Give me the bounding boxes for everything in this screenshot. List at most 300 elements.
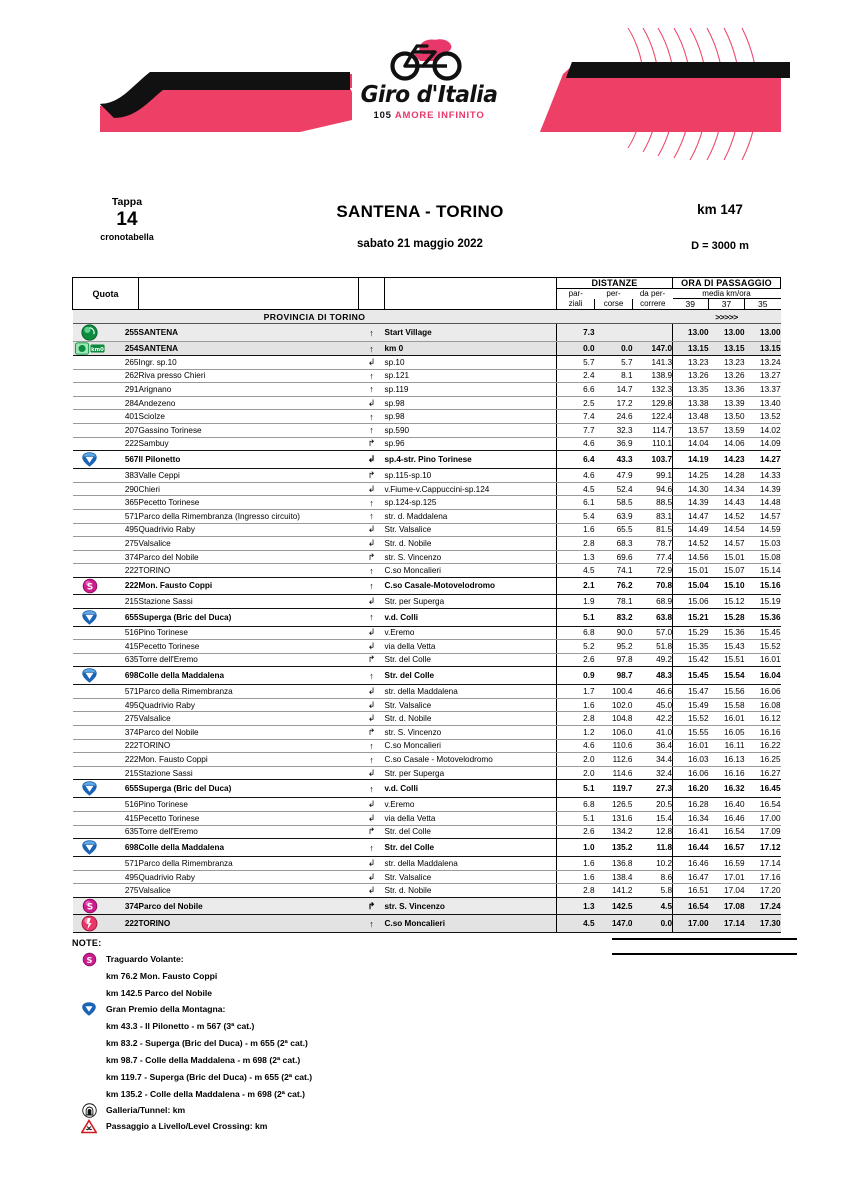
row-dist-percorse: 43.3 xyxy=(595,451,633,469)
row-dist-percorse: 83.2 xyxy=(595,608,633,626)
row-time-39: 16.20 xyxy=(673,780,709,798)
row-dist-da-percorrere: 34.4 xyxy=(633,753,673,767)
tunnel-icon xyxy=(72,1103,106,1118)
row-dist-parziali: 7.7 xyxy=(557,423,595,437)
row-dist-da-percorrere: 99.1 xyxy=(633,469,673,483)
row-time-39: 13.23 xyxy=(673,356,709,370)
row-dist-parziali: 2.8 xyxy=(557,712,595,726)
row-place: Pino Torinese xyxy=(139,798,359,812)
direction-right-icon: ↲ xyxy=(367,686,376,697)
row-icon-cell xyxy=(73,496,107,510)
note-crossing-text: Passaggio a Livello/Level Crossing: km xyxy=(106,1121,268,1131)
row-time-35: 15.19 xyxy=(745,594,781,608)
direction-straight-icon: ↑ xyxy=(369,842,374,853)
row-icon-cell xyxy=(73,753,107,767)
row-icon-cell xyxy=(73,812,107,826)
row-icon-cell xyxy=(73,550,107,564)
row-time-37: 15.58 xyxy=(709,698,745,712)
row-dist-percorse: 74.1 xyxy=(595,564,633,578)
row-time-35: 14.48 xyxy=(745,496,781,510)
row-dist-parziali: 5.7 xyxy=(557,356,595,370)
row-road: str. S. Vincenzo xyxy=(385,726,557,740)
row-time-35: 14.39 xyxy=(745,482,781,496)
row-dist-da-percorrere: 81.5 xyxy=(633,523,673,537)
row-place: Sambuy xyxy=(139,437,359,451)
row-direction xyxy=(359,469,385,483)
row-dist-da-percorrere: 147.0 xyxy=(633,342,673,356)
row-time-39: 15.01 xyxy=(673,564,709,578)
row-dist-parziali: 0.0 xyxy=(557,342,595,356)
row-icon-cell xyxy=(73,685,107,699)
row-dist-parziali: 2.1 xyxy=(557,577,595,594)
row-road: str. S. Vincenzo xyxy=(385,898,557,915)
row-direction xyxy=(359,812,385,826)
row-time-39: 14.52 xyxy=(673,537,709,551)
row-icon-cell xyxy=(73,726,107,740)
row-road: Str. del Colle xyxy=(385,667,557,685)
row-place: Sciolze xyxy=(139,410,359,424)
row-direction xyxy=(359,594,385,608)
table-row xyxy=(73,383,781,397)
row-icon-cell xyxy=(73,509,107,523)
finish-arrival-icon xyxy=(81,915,98,932)
row-road: sp.98 xyxy=(385,396,557,410)
row-dist-percorse: 17.2 xyxy=(595,396,633,410)
row-dist-parziali: 4.5 xyxy=(557,482,595,496)
row-place: Pecetto Torinese xyxy=(139,812,359,826)
row-altitude: 222 xyxy=(107,437,139,451)
direction-right-icon: ↲ xyxy=(367,858,376,869)
header-quota: Quota xyxy=(73,278,139,310)
row-time-37: 14.54 xyxy=(709,523,745,537)
row-road: str. della Maddalena xyxy=(385,685,557,699)
row-time-35: 15.14 xyxy=(745,564,781,578)
row-dist-percorse: 134.2 xyxy=(595,825,633,839)
province-arrows: >>>>> xyxy=(673,310,781,324)
row-direction xyxy=(359,667,385,685)
row-icon-cell xyxy=(73,712,107,726)
header-speed-37: 37 xyxy=(709,299,745,310)
row-dist-parziali: 1.6 xyxy=(557,698,595,712)
row-direction xyxy=(359,324,385,342)
row-icon-cell xyxy=(73,739,107,753)
row-direction xyxy=(359,537,385,551)
row-direction xyxy=(359,825,385,839)
row-icon-cell xyxy=(73,839,107,857)
row-time-37: 13.36 xyxy=(709,383,745,397)
row-dist-percorse: 63.9 xyxy=(595,509,633,523)
row-road: sp.10 xyxy=(385,356,557,370)
notes-section xyxy=(72,938,572,1134)
table-row xyxy=(73,356,781,370)
row-dist-parziali: 5.1 xyxy=(557,608,595,626)
row-altitude: 415 xyxy=(107,640,139,654)
row-time-37: 16.13 xyxy=(709,753,745,767)
direction-straight-icon: ↑ xyxy=(369,612,374,622)
row-altitude: 215 xyxy=(107,766,139,780)
direction-straight-icon: ↑ xyxy=(369,384,374,395)
row-direction xyxy=(359,523,385,537)
direction-straight-icon: ↑ xyxy=(369,327,374,338)
mountain-gpm-icon xyxy=(72,1001,106,1017)
row-place: Torre dell'Eremo xyxy=(139,825,359,839)
row-time-37: 13.26 xyxy=(709,369,745,383)
row-road: Str. del Colle xyxy=(385,653,557,667)
row-time-37: 16.57 xyxy=(709,839,745,857)
row-time-35: 17.12 xyxy=(745,839,781,857)
notes-title: NOTE: xyxy=(72,938,102,948)
row-time-35: 15.08 xyxy=(745,550,781,564)
note-gpm-item-1: km 83.2 - Superga (Bric del Duca) - m 655 (2ª cat.) xyxy=(106,1037,308,1048)
row-icon-cell xyxy=(73,537,107,551)
row-time-37: 15.36 xyxy=(709,626,745,640)
note-tunnel-text: Galleria/Tunnel: km xyxy=(106,1105,186,1115)
table-row xyxy=(73,915,781,933)
note-level-crossing xyxy=(72,1118,572,1134)
direction-straight-icon: ↑ xyxy=(369,918,374,929)
row-dist-parziali: 0.9 xyxy=(557,667,595,685)
row-icon-cell xyxy=(73,469,107,483)
row-direction xyxy=(359,369,385,383)
logo-slogan-text: AMORE INFINITO xyxy=(394,110,485,121)
row-dist-da-percorrere: 129.8 xyxy=(633,396,673,410)
row-dist-percorse: 14.7 xyxy=(595,383,633,397)
row-road: v.d. Colli xyxy=(385,780,557,798)
row-time-35: 16.27 xyxy=(745,766,781,780)
row-place: Mon. Fausto Coppi xyxy=(139,577,359,594)
row-altitude: 698 xyxy=(107,839,139,857)
row-time-39: 13.15 xyxy=(673,342,709,356)
row-dist-percorse: 138.4 xyxy=(595,870,633,884)
direction-straight-icon: ↑ xyxy=(369,497,374,508)
row-place: Colle della Maddalena xyxy=(139,667,359,685)
note-gpm-item-0: km 43.3 - Il Pilonetto - m 567 (3ª cat.) xyxy=(106,1020,255,1031)
header-place-blank xyxy=(139,278,359,310)
row-icon-cell xyxy=(73,437,107,451)
page-title: SANTENA - TORINO xyxy=(336,202,504,221)
row-time-37: 16.40 xyxy=(709,798,745,812)
row-direction xyxy=(359,739,385,753)
row-road: km 0 xyxy=(385,342,557,356)
row-dist-percorse: 106.0 xyxy=(595,726,633,740)
row-altitude: 698 xyxy=(107,667,139,685)
stage-subtitle: cronotabella xyxy=(100,232,154,242)
direction-right-icon: ↲ xyxy=(367,397,376,408)
row-dist-percorse: 5.7 xyxy=(595,356,633,370)
row-dist-parziali: 1.3 xyxy=(557,550,595,564)
row-altitude: 365 xyxy=(107,496,139,510)
row-time-37: 16.16 xyxy=(709,766,745,780)
direction-left-icon: ↱ xyxy=(367,551,376,562)
row-place: Superga (Bric del Duca) xyxy=(139,780,359,798)
row-road: Str. d. Nobile xyxy=(385,712,557,726)
row-road: Str. d. Nobile xyxy=(385,537,557,551)
table-row xyxy=(73,766,781,780)
table-row xyxy=(73,496,781,510)
table-row xyxy=(73,753,781,767)
row-time-39: 13.26 xyxy=(673,369,709,383)
direction-right-icon: ↲ xyxy=(367,885,376,896)
row-time-35: 16.45 xyxy=(745,780,781,798)
row-dist-percorse: 76.2 xyxy=(595,577,633,594)
row-direction xyxy=(359,451,385,469)
row-icon-cell xyxy=(73,369,107,383)
row-dist-da-percorrere: 5.8 xyxy=(633,884,673,898)
row-time-39: 16.28 xyxy=(673,798,709,812)
row-dist-da-percorrere: 103.7 xyxy=(633,451,673,469)
note-tv-heading: Traguardo Volante: xyxy=(106,954,184,964)
row-time-39: 16.06 xyxy=(673,766,709,780)
row-dist-parziali: 6.8 xyxy=(557,798,595,812)
row-dist-parziali: 5.4 xyxy=(557,509,595,523)
mountain-gpm-icon xyxy=(81,780,98,797)
row-place: Colle della Maddalena xyxy=(139,839,359,857)
row-time-35: 15.45 xyxy=(745,626,781,640)
row-place: Valsalice xyxy=(139,712,359,726)
row-altitude: 567 xyxy=(107,451,139,469)
row-altitude: 222 xyxy=(107,577,139,594)
header-dir-blank xyxy=(359,278,385,310)
row-road: C.so Moncalieri xyxy=(385,915,557,933)
km0-icon xyxy=(75,342,105,355)
stage-label: Tappa xyxy=(111,196,143,208)
row-time-35: 15.52 xyxy=(745,640,781,654)
row-dist-da-percorrere: 46.6 xyxy=(633,685,673,699)
row-dist-percorse: 47.9 xyxy=(595,469,633,483)
row-altitude: 401 xyxy=(107,410,139,424)
row-place: Quadrivio Raby xyxy=(139,698,359,712)
row-road: Str. d. Nobile xyxy=(385,884,557,898)
table-row xyxy=(73,509,781,523)
table-row xyxy=(73,857,781,871)
row-time-39: 16.54 xyxy=(673,898,709,915)
row-altitude: 655 xyxy=(107,608,139,626)
row-time-37: 14.57 xyxy=(709,537,745,551)
table-row xyxy=(73,712,781,726)
logo-edition-number: 105 xyxy=(373,110,392,121)
row-time-37: 15.51 xyxy=(709,653,745,667)
row-place: Stazione Sassi xyxy=(139,766,359,780)
row-icon-cell xyxy=(73,766,107,780)
row-place: Chieri xyxy=(139,482,359,496)
direction-right-icon: ↲ xyxy=(367,483,376,494)
row-altitude: 374 xyxy=(107,550,139,564)
row-time-35: 13.52 xyxy=(745,410,781,424)
row-place: Valle Ceppi xyxy=(139,469,359,483)
row-place: Stazione Sassi xyxy=(139,594,359,608)
row-icon-cell xyxy=(73,383,107,397)
row-road: sp.124-sp.125 xyxy=(385,496,557,510)
row-road: Str. Valsalice xyxy=(385,523,557,537)
row-dist-percorse: 52.4 xyxy=(595,482,633,496)
row-altitude: 655 xyxy=(107,780,139,798)
table-row xyxy=(73,550,781,564)
sprint-tv-icon xyxy=(82,898,98,914)
row-time-39: 15.29 xyxy=(673,626,709,640)
row-time-35: 16.08 xyxy=(745,698,781,712)
row-dist-percorse: 135.2 xyxy=(595,839,633,857)
row-direction xyxy=(359,780,385,798)
direction-right-icon: ↲ xyxy=(367,767,376,778)
row-place: Pecetto Torinese xyxy=(139,640,359,654)
stage-number: 14 xyxy=(116,209,138,230)
row-dist-percorse: 142.5 xyxy=(595,898,633,915)
row-dist-da-percorrere: 83.1 xyxy=(633,509,673,523)
row-time-39: 16.51 xyxy=(673,884,709,898)
note-gpm-item-3: km 119.7 - Superga (Bric del Duca) - m 655 (2ª cat.) xyxy=(106,1071,313,1082)
signature-line-1 xyxy=(612,938,797,940)
row-time-39: 16.47 xyxy=(673,870,709,884)
banner-left-graphic xyxy=(100,72,356,132)
row-road: Str. Valsalice xyxy=(385,698,557,712)
table-row xyxy=(73,342,781,356)
row-dist-percorse: 0.0 xyxy=(595,342,633,356)
row-time-37: 16.01 xyxy=(709,712,745,726)
row-time-39: 14.04 xyxy=(673,437,709,451)
row-time-39: 15.52 xyxy=(673,712,709,726)
row-dist-da-percorrere: 27.3 xyxy=(633,780,673,798)
row-time-37: 14.28 xyxy=(709,469,745,483)
row-direction xyxy=(359,640,385,654)
row-time-39: 15.35 xyxy=(673,640,709,654)
row-direction xyxy=(359,342,385,356)
row-direction xyxy=(359,753,385,767)
logo-wordmark: Giro d'Italia xyxy=(360,82,498,108)
svg-text:S: S xyxy=(86,902,93,913)
row-dist-parziali: 2.6 xyxy=(557,653,595,667)
row-dist-parziali: 2.5 xyxy=(557,396,595,410)
table-row xyxy=(73,685,781,699)
table-row xyxy=(73,608,781,626)
row-time-35: 15.36 xyxy=(745,608,781,626)
row-time-39: 13.00 xyxy=(673,324,709,342)
table-row xyxy=(73,667,781,685)
row-time-39: 16.41 xyxy=(673,825,709,839)
banner-right-graphic xyxy=(540,28,790,160)
row-time-39: 13.38 xyxy=(673,396,709,410)
direction-straight-icon: ↑ xyxy=(369,411,374,422)
row-icon-cell xyxy=(73,857,107,871)
row-dist-percorse: 141.2 xyxy=(595,884,633,898)
stage-elevation-gain: D = 3000 m xyxy=(691,240,749,252)
row-dist-da-percorrere: 12.8 xyxy=(633,825,673,839)
row-time-35: 13.00 xyxy=(745,324,781,342)
row-time-37: 15.10 xyxy=(709,577,745,594)
row-time-39: 16.44 xyxy=(673,839,709,857)
row-time-37: 17.04 xyxy=(709,884,745,898)
row-dist-da-percorrere: 15.4 xyxy=(633,812,673,826)
row-direction xyxy=(359,509,385,523)
note-gpm-heading: Gran Premio della Montagna: xyxy=(106,1004,226,1014)
row-dist-da-percorrere: 0.0 xyxy=(633,915,673,933)
row-time-35: 17.00 xyxy=(745,812,781,826)
row-dist-da-percorrere: 110.1 xyxy=(633,437,673,451)
province-band-row xyxy=(73,310,781,324)
row-icon-cell xyxy=(73,356,107,370)
row-dist-percorse: 97.8 xyxy=(595,653,633,667)
row-dist-da-percorrere: 138.9 xyxy=(633,369,673,383)
row-direction xyxy=(359,564,385,578)
row-road: sp.590 xyxy=(385,423,557,437)
row-place: Valsalice xyxy=(139,537,359,551)
direction-straight-icon: ↑ xyxy=(369,580,374,591)
row-road: str. della Maddalena xyxy=(385,857,557,871)
row-direction xyxy=(359,712,385,726)
row-place: Parco della Rimembranza xyxy=(139,857,359,871)
cronotabella xyxy=(72,277,780,933)
row-time-39: 15.47 xyxy=(673,685,709,699)
row-place: Riva presso Chieri xyxy=(139,369,359,383)
row-altitude: 415 xyxy=(107,812,139,826)
row-time-35: 15.03 xyxy=(745,537,781,551)
row-road: via della Vetta xyxy=(385,640,557,654)
row-dist-parziali: 1.7 xyxy=(557,685,595,699)
row-altitude: 571 xyxy=(107,685,139,699)
row-dist-percorse: 110.6 xyxy=(595,739,633,753)
row-road: sp.96 xyxy=(385,437,557,451)
row-direction xyxy=(359,870,385,884)
row-time-35: 13.40 xyxy=(745,396,781,410)
row-road: sp.115-sp.10 xyxy=(385,469,557,483)
row-dist-percorse: 69.6 xyxy=(595,550,633,564)
row-dist-percorse: 24.6 xyxy=(595,410,633,424)
direction-right-icon: ↲ xyxy=(367,595,376,606)
giro-logo xyxy=(354,36,504,121)
row-dist-parziali: 2.0 xyxy=(557,753,595,767)
row-time-35: 17.30 xyxy=(745,915,781,933)
row-icon-cell xyxy=(73,698,107,712)
row-time-39: 14.39 xyxy=(673,496,709,510)
direction-right-icon: ↲ xyxy=(367,356,376,367)
row-road: str. d. Maddalena xyxy=(385,509,557,523)
row-dist-da-percorrere: 132.3 xyxy=(633,383,673,397)
row-time-35: 14.02 xyxy=(745,423,781,437)
row-time-37: 14.23 xyxy=(709,451,745,469)
row-direction xyxy=(359,496,385,510)
row-direction xyxy=(359,608,385,626)
row-dist-da-percorrere: 45.0 xyxy=(633,698,673,712)
direction-left-icon: ↱ xyxy=(367,438,376,449)
direction-right-icon: ↲ xyxy=(367,640,376,651)
row-dist-parziali: 5.1 xyxy=(557,812,595,826)
row-dist-da-percorrere: 70.8 xyxy=(633,577,673,594)
table-row xyxy=(73,798,781,812)
mountain-gpm-icon xyxy=(81,839,98,856)
row-road: sp.98 xyxy=(385,410,557,424)
table-row xyxy=(73,423,781,437)
row-time-39: 14.30 xyxy=(673,482,709,496)
row-time-39: 13.48 xyxy=(673,410,709,424)
row-direction xyxy=(359,798,385,812)
row-altitude: 495 xyxy=(107,523,139,537)
row-dist-percorse: 58.5 xyxy=(595,496,633,510)
row-dist-parziali: 1.3 xyxy=(557,898,595,915)
row-place: SANTENA xyxy=(139,342,359,356)
row-dist-da-percorrere: 20.5 xyxy=(633,798,673,812)
direction-straight-icon: ↑ xyxy=(369,511,374,522)
row-place: Il Pilonetto xyxy=(139,451,359,469)
row-dist-da-percorrere: 8.6 xyxy=(633,870,673,884)
table-row xyxy=(73,626,781,640)
row-altitude: 571 xyxy=(107,857,139,871)
row-dist-da-percorrere xyxy=(633,324,673,342)
row-road: Str. del Colle xyxy=(385,825,557,839)
header-percorse-2: corse xyxy=(595,299,633,310)
row-icon-cell xyxy=(73,594,107,608)
page-banner xyxy=(0,0,852,160)
row-dist-parziali: 4.5 xyxy=(557,915,595,933)
row-time-39: 15.04 xyxy=(673,577,709,594)
